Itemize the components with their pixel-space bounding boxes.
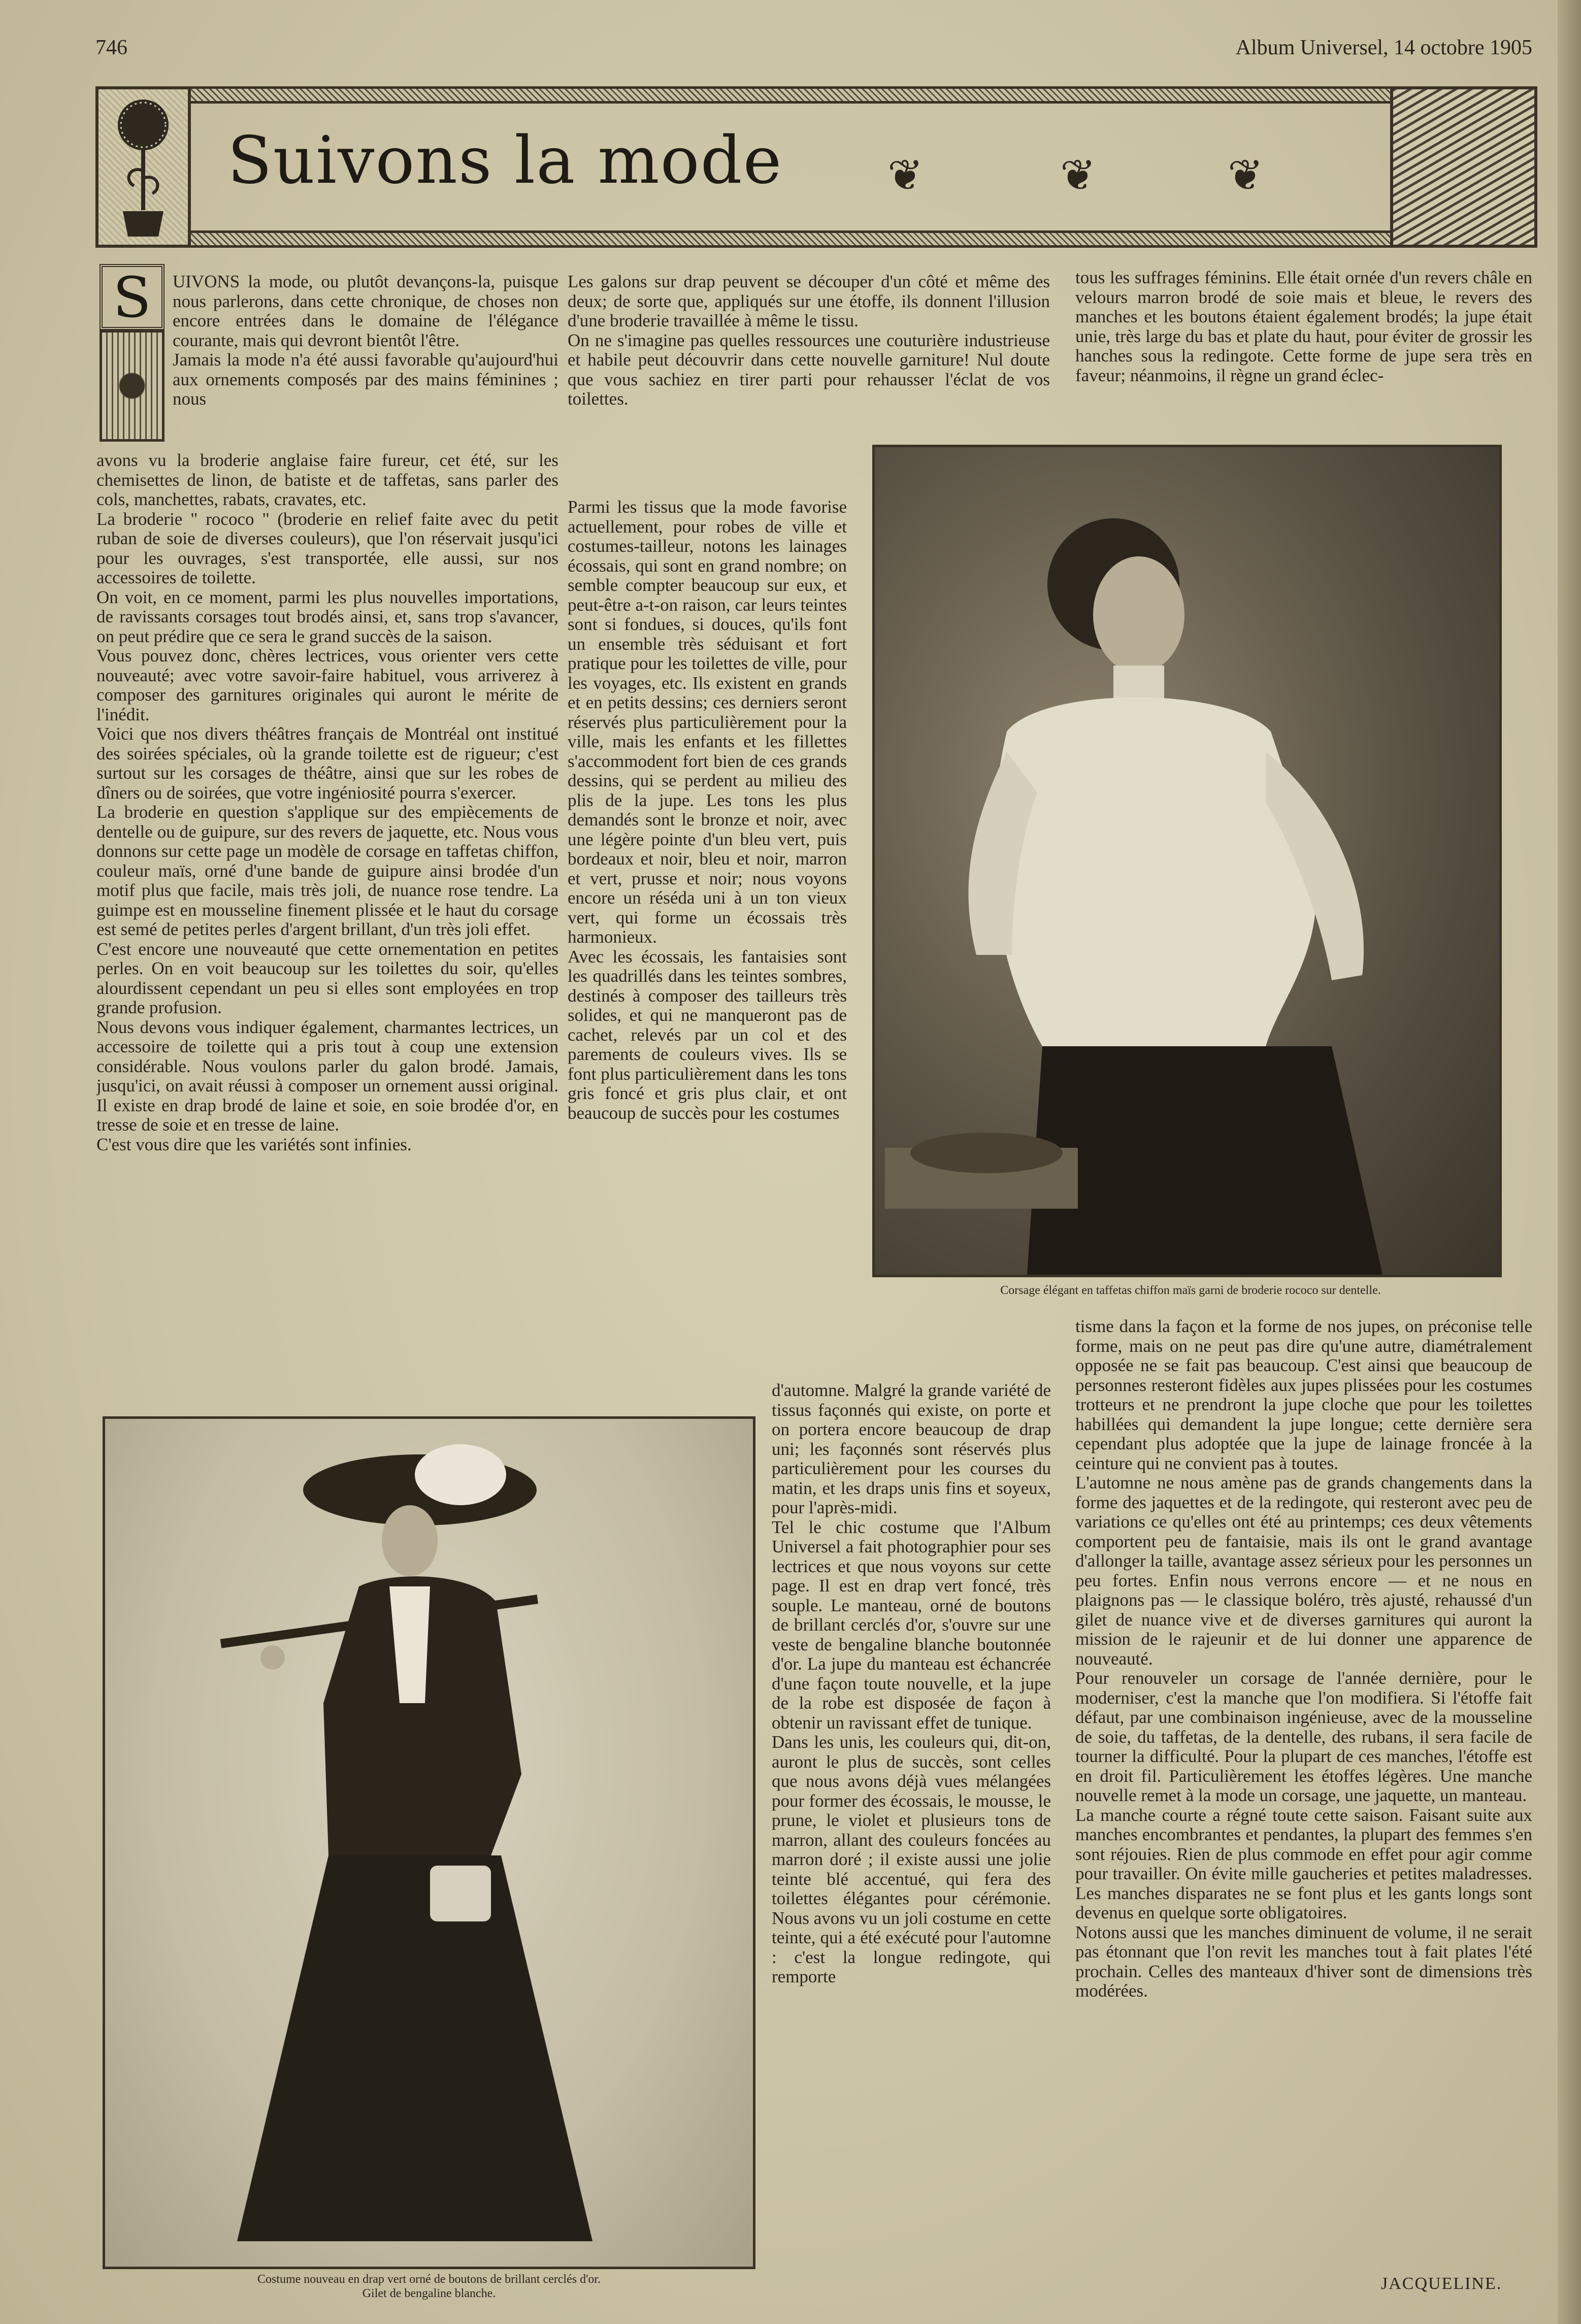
article-column-2-top: Les galons sur drap peuvent se découper d'un côté et même des deux; de sorte que, appliqués sur une étoffe, ils donnent l'illusion d'une broderie travaillée à même le tissu. On ne s'imagine pas quelles ressources une couturière industrieuse et habile peut découvrir dans cette nouvelle garniture! Nul doute que vous sachiez en tirer parti pour rehausser l'éclat de vos toilettes. xyxy=(568,272,1050,409)
drop-cap: S xyxy=(100,264,164,330)
decorative-panel xyxy=(100,330,164,442)
woman-portrait-figure xyxy=(875,447,1499,1275)
page-edge-shadow xyxy=(1558,0,1581,2324)
fleuron-icon: ❦ xyxy=(887,150,924,200)
photo-corsage-caption: Corsage élégant en taffetas chiffon maïs garni de broderie rococo sur dentelle. xyxy=(1000,1284,1381,1297)
topiary-tree-icon xyxy=(98,89,188,245)
title-banner xyxy=(95,86,1537,254)
article-title: Suivons la mode xyxy=(227,123,783,198)
woman-full-length-figure xyxy=(105,1419,753,2267)
article-column-3-bottom: tisme dans la façon et la forme de nos jupes, on préconise telle forme, mais on ne peut pas dire qu'une autre, diamétralement opposée ne se fait pas beaucoup. C'est ainsi que beaucoup de personnes resteront fidèles aux jupes plissées pour les costumes trotteurs et ne prendront la jupe cloche que pour les toilettes habillées qui demandent la jupe longue; cette dernière sera cependant plus adoptée que la jupe de lainage froncée à la ceinture qui ne convient pas à toutes. L'automne ne nous amène pas de grands changements dans la forme des jaquettes et de la redingote, qui resteront avec peu de variations ce qu'elles ont été au printemps; ces deux vêtements comportent peu de fantaisie, mais ils ont le grand avantage d'allonger la taille, avantage assez sérieux pour les personnes un peu fortes. Enfin nous verrons encore — et ne nous en plaignons pas — le classique boléro, très ajusté, rehaussé d'un gilet de nuance vive et de diverses garnitures qui auront la mission de le rajeunir et de lui donner une apparence de nouveauté. Pour renouveler un corsage de l'année dernière, pour le moderniser, c'est la manche que l'on modifiera. Si l'étoffe fait défaut, par une combinaison ingénieuse, avec de la mousseline de soie, du taffetas, de la dentelle, des rubans, il sera facile de tourner la difficulté. Pour la plupart de ces manches, l'étoffe est en droit fil. Particulièrement les étoffes légères. Une manche nouvelle remet à la mode un corsage, une jaquette, un manteau. La manche courte a régné toute cette saison. Faisant suite aux manches encombrantes et pendantes, la plupart des femmes s'en sont réjouies. Rien de plus commode en effet pour agir comme pour travailler. On évite mille gaucheries et petites maladresses. Les manches disparates ne se font plus et les gants longs sont devenus en quelque sorte obligatoires. Notons aussi que les manches diminuent de volume, il ne serait pas étonnant que l'on revit les manches tout à fait plates l'été prochain. Celles des manteaux d'hiver sont de dimensions très modérées. xyxy=(1075,1317,1532,2001)
article-intro-paragraph: UIVONS la mode, ou plutôt devançons-la, puisque nous parlerons, dans cette chronique, de choses non encore entrées dans le domaine de l'élégance courante, mais qui devront bientôt l'être. Jamais la mode n'a été aussi favorable qu'aujourd'hui aux ornements composés par des mains féminines ; nous xyxy=(173,272,558,409)
topiary-tree-ornament xyxy=(95,86,191,248)
page-number: 746 xyxy=(95,36,127,59)
fleuron-icon: ❦ xyxy=(1060,150,1096,200)
article-column-2-bottom: d'automne. Malgré la grande variété de tissus façonnés qui existe, on porte et on portera encore beaucoup de drap uni; les façonnés sont réservés plus particulièrement pour les courses du matin, et les draps unis fins et soyeux, pour l'après-midi. Tel le chic costume que l'Album Universel a fait photographier pour ses lectrices et que nous voyons sur cette page. Il est en drap vert foncé, très souple. Le manteau, orné de boutons de brillant cerclés d'or, s'ouvre sur une veste de bengaline blanche boutonnée d'or. La jupe du manteau est échancrée d'une façon toute nouvelle, et la jupe de la robe est disposée de façon à obtenir un ravissant effet de tunique. Dans les unis, les couleurs qui, dit-on, auront le plus de succès, sont celles que nous avons déjà vues mélangées pour former des écossais, le mousse, le prune, le violet et plusieurs tons de marron, allant des couleurs foncées au marron doré ; il existe aussi une jolie teinte blé accentué, qui fera des toilettes élégantes pour cérémonie. Nous avons vu un joli costume en cette teinte, qui a été exécuté pour l'automne : c'est la longue redingote, qui remporte xyxy=(772,1381,1051,1986)
photo-corsage xyxy=(872,445,1502,1277)
banner-top-border xyxy=(191,86,1390,104)
photo-costume-caption-line-1: Costume nouveau en drap vert orné de boutons de brillant cerclés d'or. xyxy=(257,2273,601,2286)
banner-bottom-border xyxy=(191,230,1390,248)
article-column-3-top: tous les suffrages féminins. Elle était ornée d'un revers châle en velours marron brodé de soie mais et bleue, le revers des manches et les boutons étaient également brodés; la jupe était unie, très large du bas et plate du haut, pour éviter de grossir les hanches sous la redingote. Cette forme de jupe sera très en faveur; néanmoins, il règne un grand éclec- xyxy=(1075,268,1532,385)
article-column-2-narrow: Parmi les tissus que la mode favorise actuellement, pour robes de ville et costumes-tailleur, notons les lainages écossais, qui sont en grand nombre; on semble compter beaucoup sur eux, et peut-être a-t-on raison, car leurs teintes sont si fondues, si douces, qu'ils font un ensemble très séduisant et fort pratique pour les toilettes de ville, pour les voyages, etc. Ils existent en grands et en petits dessins; ces derniers seront réservés plus particulièrement pour la ville, mais les enfants et les fillettes s'accommodent fort bien de ces grands dessins, qui se perdent au milieu des plis de la jupe. Les tons les plus demandés sont le bronze et noir, avec une légère pointe d'un bleu vert, puis bordeaux et noir, bleu et noir, marron et vert, prusse et noir; nous voyons encore un réséda uni à un ton vieux vert, qui forme un écossais très harmonieux. Avec les écossais, les fantaisies sont les quadrillés dans les teintes sombres, destinés à composer des tailleurs très solides, et qui ne manqueront pas de cachet, relevés par un col et des parements de couleurs vives. Ils se font plus particulièrement dans les tons gris foncé et gris plus clair, et ont beaucoup de succès pour les costumes xyxy=(568,497,847,1123)
author-signature: JACQUELINE. xyxy=(1381,2274,1502,2293)
article-column-1: avons vu la broderie anglaise faire fureur, cet été, sur les chemisettes de linon, de batiste et de taffetas, sans parler des cols, manchettes, rabats, cravates, etc. La broderie " rococo " (broderie en relief faite avec du petit ruban de soie de diverses couleurs), que l'on réservait jusqu'ici pour les ouvrages, s'est transportée, elle aussi, sur nos accessoires de toilette. On voit, en ce moment, parmi les plus nouvelles importations, de ravissants corsages tout brodés ainsi, et, sans trop s'avancer, on peut prédire que ce sera le grand succès de la saison. Vous pouvez donc, chères lectrices, vous orienter vers cette nouveauté; avec votre savoir-faire habituel, vous arriverez à composer des garnitures originales qui auront le mérite de l'inédit. Voici que nos divers théâtres français de Montréal ont institué des soirées spéciales, où la grande toilette est de rigueur; c'est surtout sur les corsages de théâtre, ainsi que sur les robes de dîners ou de soirées, que votre ingéniosité pourra s'exercer. La broderie en question s'applique sur des empiècements de dentelle ou de guipure, sur des revers de jaquette, etc. Nous vous donnons sur cette page un modèle de corsage en taffetas chiffon, couleur maïs, orné d'une bande de guipure ainsi brodée d'un motif plus que facile, mais très joli, de nuance rose tendre. La guimpe est en mousseline finement plissée et le haut du corsage est semé de petites perles d'argent brillant, d'un très joli effet. C'est encore une nouveauté que cette ornementation en petites perles. On en voit beaucoup sur les toilettes du soir, qu'elles alourdissent cependant un peu si elles sont employées en trop grande profusion. Nous devons vous indiquer également, charmantes lectrices, un accessoire de toilette qui a pris tout à coup une extension considérable. Nous voulons parler du galon brodé. Jamais, jusqu'ici, on avait réussi à composer un ornement aussi original. Il existe en drap brodé de laine et soie, en soie brodée d'or, en tresse de soie et en tresse de laine. C'est vous dire que les variétés sont infinies. xyxy=(96,451,558,1154)
acanthus-ornament xyxy=(1390,86,1537,248)
photo-costume xyxy=(103,1416,755,2269)
running-header xyxy=(95,36,1532,66)
photo-costume-caption-line-2: Gilet de bengaline blanche. xyxy=(362,2287,496,2300)
publication-date-line: Album Universel, 14 octobre 1905 xyxy=(1235,36,1532,59)
fleuron-icon: ❦ xyxy=(1228,150,1264,200)
